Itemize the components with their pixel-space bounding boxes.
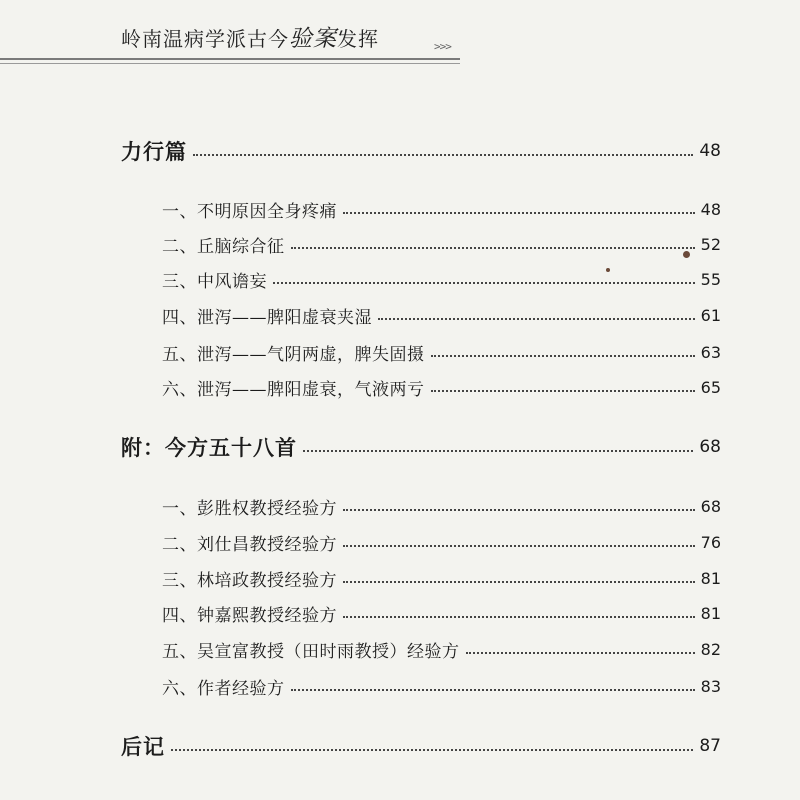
toc-item-row[interactable] — [162, 491, 721, 521]
paper-spot — [606, 268, 610, 272]
dot-leader — [273, 282, 695, 284]
toc-page-number: 65 — [700, 377, 721, 397]
toc-item-row[interactable] — [162, 598, 721, 628]
toc-item-label: 五、吴宣富教授（田时雨教授）经验方 — [162, 641, 460, 662]
toc-item-label: 四、泄泻——脾阳虚衰夹湿 — [162, 307, 372, 328]
toc-item-label: 一、彭胜权教授经验方 — [162, 498, 337, 519]
toc-item-label: 一、不明原因全身疼痛 — [162, 201, 337, 222]
toc-item-row[interactable] — [162, 264, 721, 294]
toc-item-label: 五、泄泻——气阴两虚，脾失固摄 — [162, 344, 425, 365]
header-rule-thin — [0, 63, 460, 64]
book-title-emph-1: 验 — [289, 26, 313, 52]
dot-leader — [378, 318, 695, 320]
toc-page-number: 87 — [699, 736, 721, 756]
toc-item-row[interactable] — [162, 527, 721, 557]
book-title — [121, 20, 379, 53]
toc-item-row[interactable] — [162, 194, 721, 224]
toc-item-row[interactable] — [162, 372, 721, 402]
dot-leader — [431, 355, 695, 357]
dot-leader — [171, 749, 693, 751]
toc-item-label: 二、丘脑综合征 — [162, 236, 285, 257]
toc-item-row[interactable] — [162, 300, 721, 330]
dot-leader — [343, 509, 695, 511]
toc-section-title: 力行篇 — [121, 139, 187, 164]
toc-section-title: 附：今方五十八首 — [121, 435, 297, 460]
toc-page-number: 76 — [700, 532, 721, 552]
toc-page-number: 52 — [700, 234, 721, 254]
toc-page-number: 81 — [700, 603, 721, 623]
dot-leader — [343, 212, 695, 214]
dot-leader — [343, 545, 695, 547]
toc-item-label: 六、作者经验方 — [162, 678, 285, 699]
toc-item-row[interactable] — [162, 563, 721, 593]
toc-page-number: 55 — [700, 269, 721, 289]
toc-item-label: 二、刘仕昌教授经验方 — [162, 534, 337, 555]
toc-item-label: 六、泄泻——脾阳虚衰，气液两亏 — [162, 379, 425, 400]
dot-leader — [291, 247, 695, 249]
header-arrows: >>> — [434, 40, 451, 53]
toc-section-title: 后记 — [121, 734, 165, 759]
dot-leader — [303, 450, 693, 452]
toc-page-number: 61 — [700, 305, 721, 325]
dot-leader — [343, 616, 695, 618]
toc-page-number: 81 — [700, 568, 721, 588]
toc-page-number: 83 — [700, 676, 721, 696]
toc-page-number: 63 — [700, 342, 721, 362]
toc-item-row[interactable] — [162, 229, 721, 259]
dot-leader — [431, 390, 695, 392]
toc-item-row[interactable] — [162, 337, 721, 367]
toc-page-number: 48 — [700, 199, 721, 219]
toc-item-row[interactable] — [162, 634, 721, 664]
dot-leader — [291, 689, 695, 691]
toc-page-number: 68 — [700, 496, 721, 516]
book-title-emph-2: 案 — [313, 26, 337, 52]
dot-leader — [343, 581, 695, 583]
toc-section-row[interactable] — [121, 432, 721, 462]
toc-section-row[interactable] — [121, 136, 721, 166]
book-title-suffix: 发挥 — [337, 27, 379, 51]
running-header — [0, 14, 800, 60]
toc-item-row[interactable] — [162, 671, 721, 701]
toc-page-number: 82 — [700, 639, 721, 659]
dot-leader — [466, 652, 695, 654]
toc-page-number: 48 — [699, 141, 721, 161]
book-title-prefix: 岭南温病学派古今 — [121, 27, 289, 51]
toc-page-number: 68 — [699, 437, 721, 457]
dot-leader — [193, 154, 693, 156]
toc-item-label: 四、钟嘉熙教授经验方 — [162, 605, 337, 626]
toc-section-row[interactable] — [121, 731, 721, 761]
toc-item-label: 三、林培政教授经验方 — [162, 570, 337, 591]
paper-spot — [683, 251, 690, 258]
toc-item-label: 三、中风谵妄 — [162, 271, 267, 292]
header-rule — [0, 58, 460, 60]
